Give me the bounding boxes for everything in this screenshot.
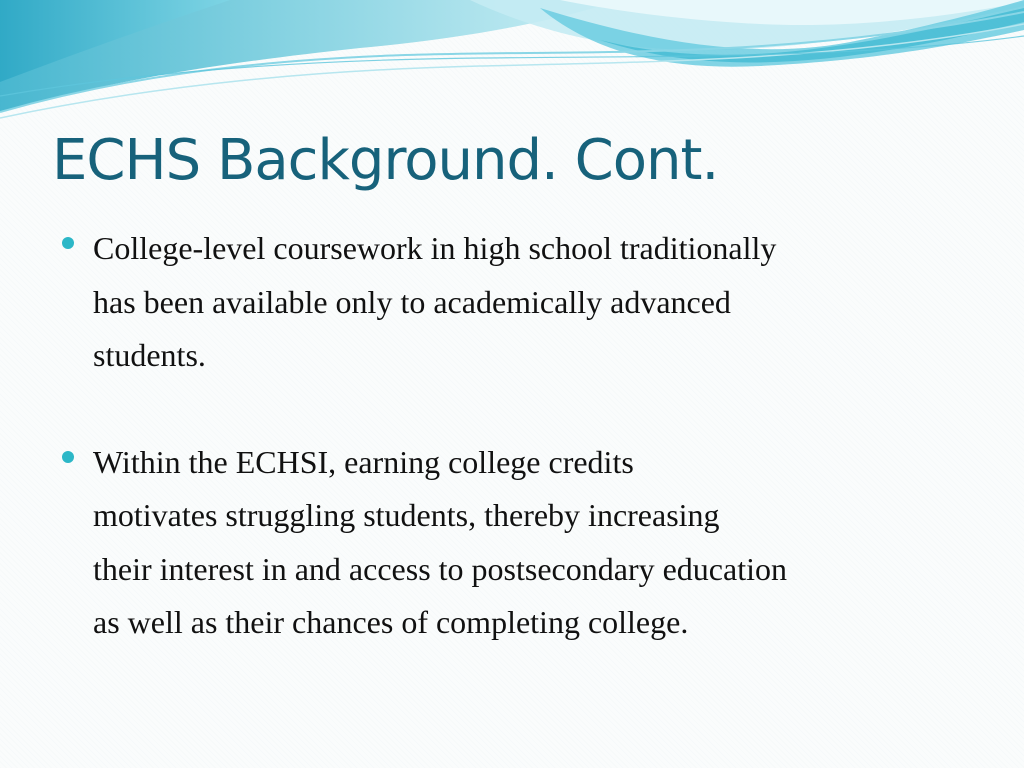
bullet-text-line: their interest in and access to postsecondary education [93,550,787,587]
slide-title: ECHS Background. Cont. [52,128,719,193]
bullet-text-line: Within the ECHSI, earning college credits [93,443,634,480]
bullet-text-line: as well as their chances of completing college. [93,604,689,640]
bullet-text-line: students. [93,337,206,373]
bullet-list [62,222,982,703]
header-wave-decoration [0,0,1024,130]
bullet-text-line: College-level coursework in high school traditionally [93,230,777,266]
bullet-item [62,222,982,383]
bullet-text-line: has been available only to academically advanced [93,283,731,320]
bullet-dot-icon [62,237,74,249]
bullet-item [62,436,982,650]
bullet-text-line: motivates struggling students, thereby increasing [93,497,720,533]
bullet-dot-icon [62,451,74,463]
